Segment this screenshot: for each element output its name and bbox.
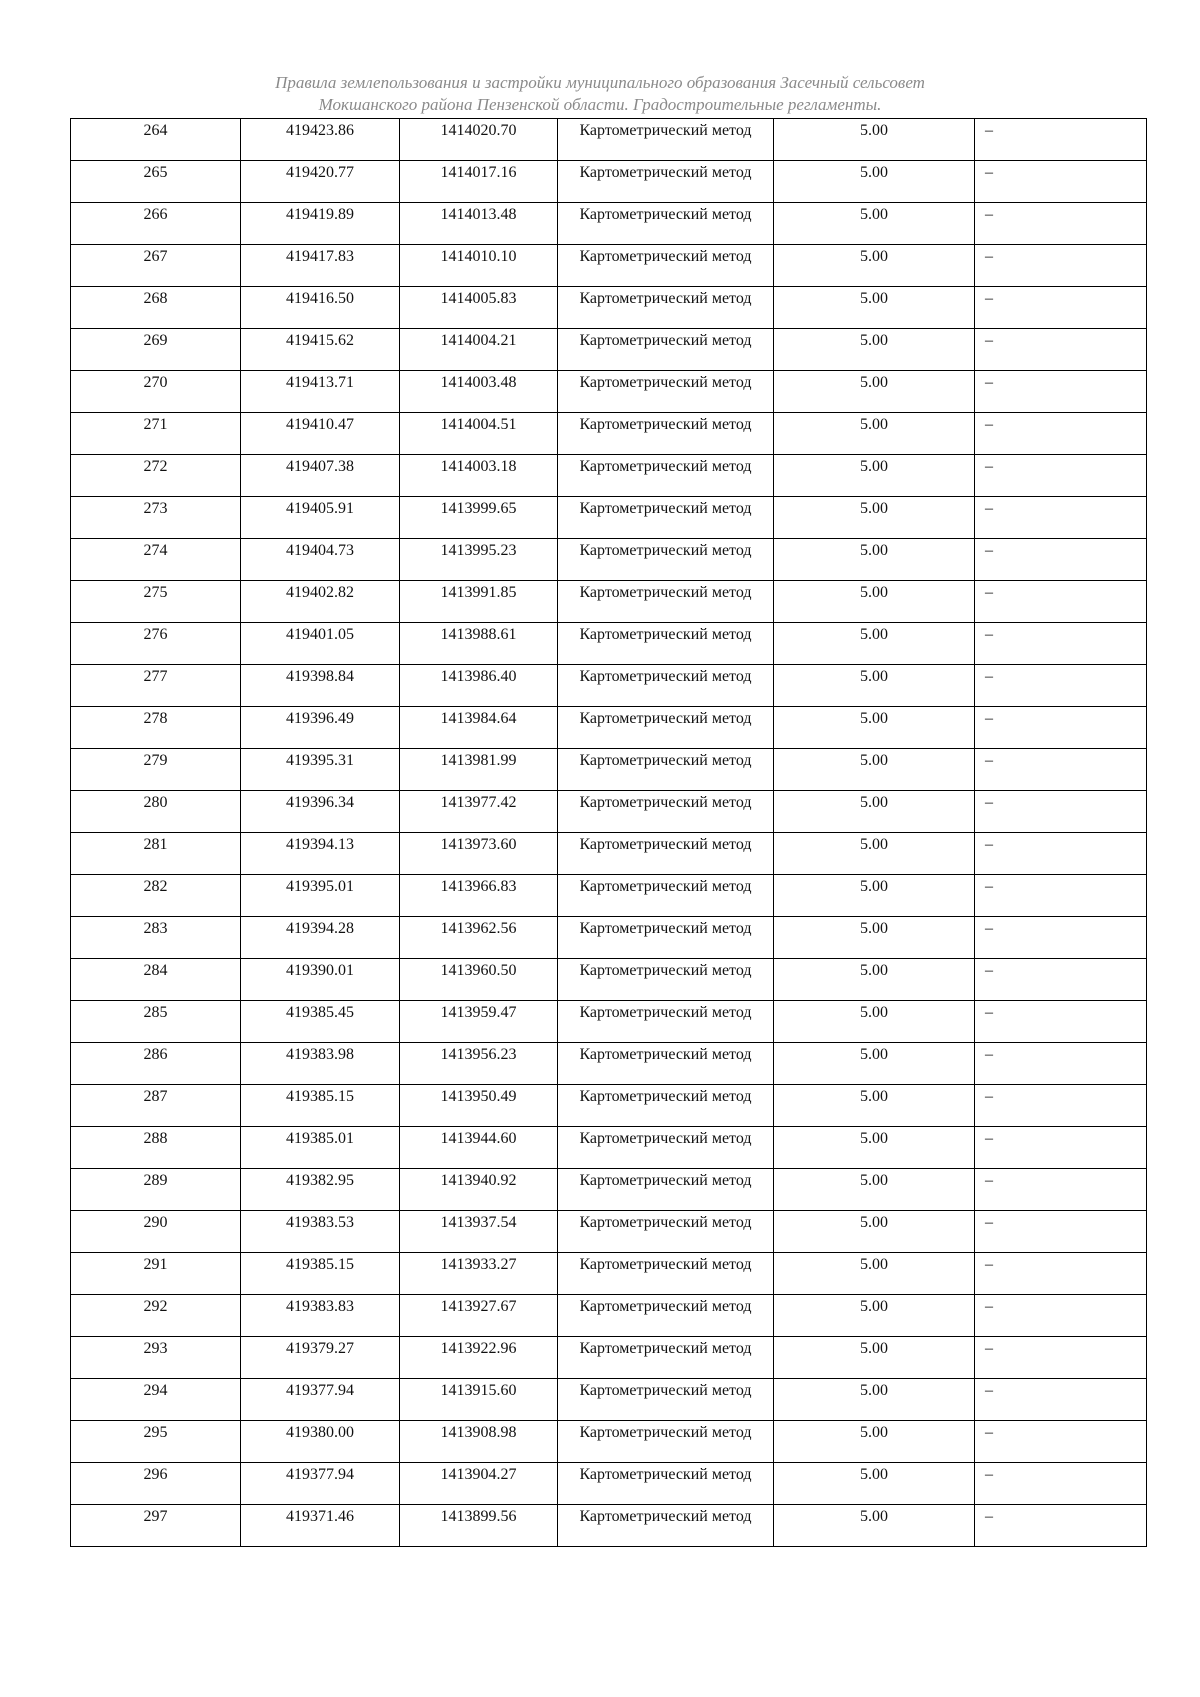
method-cell: Картометрический метод xyxy=(558,623,774,665)
method-cell: Картометрический метод xyxy=(558,1421,774,1463)
method-cell: Картометрический метод xyxy=(558,455,774,497)
accuracy-cell: 5.00 xyxy=(774,1505,975,1547)
point-number-cell: 283 xyxy=(71,917,241,959)
note-cell: – xyxy=(975,455,1147,497)
point-number-cell: 268 xyxy=(71,287,241,329)
y-coordinate-cell: 1413973.60 xyxy=(400,833,558,875)
method-cell: Картометрический метод xyxy=(558,581,774,623)
point-number-cell: 296 xyxy=(71,1463,241,1505)
x-coordinate-cell: 419377.94 xyxy=(241,1463,400,1505)
table-row xyxy=(71,245,1147,287)
table-row xyxy=(71,161,1147,203)
point-number-cell: 275 xyxy=(71,581,241,623)
table-row xyxy=(71,1001,1147,1043)
y-coordinate-cell: 1413956.23 xyxy=(400,1043,558,1085)
x-coordinate-cell: 419396.34 xyxy=(241,791,400,833)
point-number-cell: 289 xyxy=(71,1169,241,1211)
y-coordinate-cell: 1414010.10 xyxy=(400,245,558,287)
note-cell: – xyxy=(975,1379,1147,1421)
y-coordinate-cell: 1414017.16 xyxy=(400,161,558,203)
accuracy-cell: 5.00 xyxy=(774,245,975,287)
method-cell: Картометрический метод xyxy=(558,1379,774,1421)
point-number-cell: 271 xyxy=(71,413,241,455)
x-coordinate-cell: 419385.15 xyxy=(241,1253,400,1295)
x-coordinate-cell: 419404.73 xyxy=(241,539,400,581)
x-coordinate-cell: 419398.84 xyxy=(241,665,400,707)
x-coordinate-cell: 419395.31 xyxy=(241,749,400,791)
note-cell: – xyxy=(975,119,1147,161)
accuracy-cell: 5.00 xyxy=(774,455,975,497)
method-cell: Картометрический метод xyxy=(558,497,774,539)
note-cell: – xyxy=(975,665,1147,707)
method-cell: Картометрический метод xyxy=(558,1337,774,1379)
x-coordinate-cell: 419382.95 xyxy=(241,1169,400,1211)
note-cell: – xyxy=(975,749,1147,791)
accuracy-cell: 5.00 xyxy=(774,1127,975,1169)
method-cell: Картометрический метод xyxy=(558,875,774,917)
method-cell: Картометрический метод xyxy=(558,203,774,245)
method-cell: Картометрический метод xyxy=(558,1001,774,1043)
method-cell: Картометрический метод xyxy=(558,833,774,875)
method-cell: Картометрический метод xyxy=(558,371,774,413)
note-cell: – xyxy=(975,1169,1147,1211)
accuracy-cell: 5.00 xyxy=(774,665,975,707)
point-number-cell: 292 xyxy=(71,1295,241,1337)
point-number-cell: 287 xyxy=(71,1085,241,1127)
x-coordinate-cell: 419377.94 xyxy=(241,1379,400,1421)
y-coordinate-cell: 1413927.67 xyxy=(400,1295,558,1337)
method-cell: Картометрический метод xyxy=(558,791,774,833)
note-cell: – xyxy=(975,1085,1147,1127)
y-coordinate-cell: 1413940.92 xyxy=(400,1169,558,1211)
table-row xyxy=(71,1463,1147,1505)
y-coordinate-cell: 1413937.54 xyxy=(400,1211,558,1253)
accuracy-cell: 5.00 xyxy=(774,875,975,917)
table-row xyxy=(71,1211,1147,1253)
table-row xyxy=(71,1337,1147,1379)
accuracy-cell: 5.00 xyxy=(774,1337,975,1379)
method-cell: Картометрический метод xyxy=(558,1043,774,1085)
accuracy-cell: 5.00 xyxy=(774,413,975,455)
note-cell: – xyxy=(975,1337,1147,1379)
point-number-cell: 272 xyxy=(71,455,241,497)
note-cell: – xyxy=(975,1211,1147,1253)
accuracy-cell: 5.00 xyxy=(774,1379,975,1421)
y-coordinate-cell: 1413959.47 xyxy=(400,1001,558,1043)
note-cell: – xyxy=(975,791,1147,833)
note-cell: – xyxy=(975,707,1147,749)
note-cell: – xyxy=(975,1421,1147,1463)
point-number-cell: 278 xyxy=(71,707,241,749)
table-row xyxy=(71,1085,1147,1127)
accuracy-cell: 5.00 xyxy=(774,1295,975,1337)
point-number-cell: 290 xyxy=(71,1211,241,1253)
x-coordinate-cell: 419413.71 xyxy=(241,371,400,413)
point-number-cell: 277 xyxy=(71,665,241,707)
x-coordinate-cell: 419415.62 xyxy=(241,329,400,371)
note-cell: – xyxy=(975,1505,1147,1547)
table-row xyxy=(71,1295,1147,1337)
accuracy-cell: 5.00 xyxy=(774,497,975,539)
y-coordinate-cell: 1414004.51 xyxy=(400,413,558,455)
header-line-1: Правила землепользования и застройки муниципального образования Засечный сельсовет xyxy=(275,73,925,92)
point-number-cell: 285 xyxy=(71,1001,241,1043)
accuracy-cell: 5.00 xyxy=(774,1421,975,1463)
x-coordinate-cell: 419394.13 xyxy=(241,833,400,875)
x-coordinate-cell: 419383.83 xyxy=(241,1295,400,1337)
table-row xyxy=(71,203,1147,245)
x-coordinate-cell: 419383.53 xyxy=(241,1211,400,1253)
x-coordinate-cell: 419390.01 xyxy=(241,959,400,1001)
y-coordinate-cell: 1413977.42 xyxy=(400,791,558,833)
y-coordinate-cell: 1413999.65 xyxy=(400,497,558,539)
note-cell: – xyxy=(975,1463,1147,1505)
note-cell: – xyxy=(975,1253,1147,1295)
table-row xyxy=(71,455,1147,497)
method-cell: Картометрический метод xyxy=(558,413,774,455)
table-row xyxy=(71,1421,1147,1463)
accuracy-cell: 5.00 xyxy=(774,1463,975,1505)
y-coordinate-cell: 1413944.60 xyxy=(400,1127,558,1169)
note-cell: – xyxy=(975,833,1147,875)
note-cell: – xyxy=(975,245,1147,287)
y-coordinate-cell: 1413915.60 xyxy=(400,1379,558,1421)
table-row xyxy=(71,287,1147,329)
x-coordinate-cell: 419419.89 xyxy=(241,203,400,245)
note-cell: – xyxy=(975,203,1147,245)
method-cell: Картометрический метод xyxy=(558,1295,774,1337)
x-coordinate-cell: 419417.83 xyxy=(241,245,400,287)
x-coordinate-cell: 419402.82 xyxy=(241,581,400,623)
method-cell: Картометрический метод xyxy=(558,329,774,371)
point-number-cell: 286 xyxy=(71,1043,241,1085)
table-row xyxy=(71,1043,1147,1085)
accuracy-cell: 5.00 xyxy=(774,539,975,581)
table-row xyxy=(71,497,1147,539)
method-cell: Картометрический метод xyxy=(558,707,774,749)
table-row xyxy=(71,1169,1147,1211)
table-row xyxy=(71,665,1147,707)
accuracy-cell: 5.00 xyxy=(774,1211,975,1253)
note-cell: – xyxy=(975,371,1147,413)
note-cell: – xyxy=(975,623,1147,665)
y-coordinate-cell: 1413984.64 xyxy=(400,707,558,749)
x-coordinate-cell: 419383.98 xyxy=(241,1043,400,1085)
x-coordinate-cell: 419385.15 xyxy=(241,1085,400,1127)
point-number-cell: 294 xyxy=(71,1379,241,1421)
table-row xyxy=(71,1253,1147,1295)
accuracy-cell: 5.00 xyxy=(774,161,975,203)
table-row xyxy=(71,959,1147,1001)
point-number-cell: 279 xyxy=(71,749,241,791)
point-number-cell: 291 xyxy=(71,1253,241,1295)
point-number-cell: 270 xyxy=(71,371,241,413)
table-row xyxy=(71,1505,1147,1547)
page-header xyxy=(0,72,1200,116)
note-cell: – xyxy=(975,959,1147,1001)
accuracy-cell: 5.00 xyxy=(774,203,975,245)
note-cell: – xyxy=(975,1043,1147,1085)
table-row xyxy=(71,749,1147,791)
x-coordinate-cell: 419385.01 xyxy=(241,1127,400,1169)
table-row xyxy=(71,833,1147,875)
point-number-cell: 293 xyxy=(71,1337,241,1379)
method-cell: Картометрический метод xyxy=(558,1463,774,1505)
point-number-cell: 276 xyxy=(71,623,241,665)
accuracy-cell: 5.00 xyxy=(774,329,975,371)
y-coordinate-cell: 1413899.56 xyxy=(400,1505,558,1547)
method-cell: Картометрический метод xyxy=(558,119,774,161)
y-coordinate-cell: 1413922.96 xyxy=(400,1337,558,1379)
note-cell: – xyxy=(975,1295,1147,1337)
accuracy-cell: 5.00 xyxy=(774,1085,975,1127)
x-coordinate-cell: 419385.45 xyxy=(241,1001,400,1043)
y-coordinate-cell: 1413988.61 xyxy=(400,623,558,665)
x-coordinate-cell: 419379.27 xyxy=(241,1337,400,1379)
note-cell: – xyxy=(975,497,1147,539)
coordinates-table xyxy=(70,118,1147,1547)
note-cell: – xyxy=(975,161,1147,203)
method-cell: Картометрический метод xyxy=(558,749,774,791)
accuracy-cell: 5.00 xyxy=(774,287,975,329)
x-coordinate-cell: 419405.91 xyxy=(241,497,400,539)
x-coordinate-cell: 419410.47 xyxy=(241,413,400,455)
table-row xyxy=(71,791,1147,833)
y-coordinate-cell: 1413904.27 xyxy=(400,1463,558,1505)
accuracy-cell: 5.00 xyxy=(774,917,975,959)
point-number-cell: 267 xyxy=(71,245,241,287)
table-row xyxy=(71,917,1147,959)
accuracy-cell: 5.00 xyxy=(774,1001,975,1043)
point-number-cell: 264 xyxy=(71,119,241,161)
method-cell: Картометрический метод xyxy=(558,917,774,959)
point-number-cell: 273 xyxy=(71,497,241,539)
y-coordinate-cell: 1413986.40 xyxy=(400,665,558,707)
y-coordinate-cell: 1413966.83 xyxy=(400,875,558,917)
point-number-cell: 265 xyxy=(71,161,241,203)
y-coordinate-cell: 1414003.18 xyxy=(400,455,558,497)
note-cell: – xyxy=(975,413,1147,455)
note-cell: – xyxy=(975,539,1147,581)
table-row xyxy=(71,1127,1147,1169)
y-coordinate-cell: 1413995.23 xyxy=(400,539,558,581)
y-coordinate-cell: 1414005.83 xyxy=(400,287,558,329)
point-number-cell: 284 xyxy=(71,959,241,1001)
y-coordinate-cell: 1413962.56 xyxy=(400,917,558,959)
method-cell: Картометрический метод xyxy=(558,1253,774,1295)
method-cell: Картометрический метод xyxy=(558,1211,774,1253)
point-number-cell: 274 xyxy=(71,539,241,581)
table-row xyxy=(71,371,1147,413)
y-coordinate-cell: 1414020.70 xyxy=(400,119,558,161)
x-coordinate-cell: 419394.28 xyxy=(241,917,400,959)
method-cell: Картометрический метод xyxy=(558,245,774,287)
point-number-cell: 280 xyxy=(71,791,241,833)
y-coordinate-cell: 1414013.48 xyxy=(400,203,558,245)
table-row xyxy=(71,581,1147,623)
method-cell: Картометрический метод xyxy=(558,959,774,1001)
method-cell: Картометрический метод xyxy=(558,1085,774,1127)
accuracy-cell: 5.00 xyxy=(774,791,975,833)
point-number-cell: 282 xyxy=(71,875,241,917)
note-cell: – xyxy=(975,287,1147,329)
method-cell: Картометрический метод xyxy=(558,161,774,203)
x-coordinate-cell: 419401.05 xyxy=(241,623,400,665)
y-coordinate-cell: 1413991.85 xyxy=(400,581,558,623)
accuracy-cell: 5.00 xyxy=(774,581,975,623)
point-number-cell: 297 xyxy=(71,1505,241,1547)
point-number-cell: 295 xyxy=(71,1421,241,1463)
x-coordinate-cell: 419396.49 xyxy=(241,707,400,749)
table-row xyxy=(71,875,1147,917)
accuracy-cell: 5.00 xyxy=(774,833,975,875)
table-row xyxy=(71,413,1147,455)
point-number-cell: 281 xyxy=(71,833,241,875)
x-coordinate-cell: 419371.46 xyxy=(241,1505,400,1547)
y-coordinate-cell: 1413950.49 xyxy=(400,1085,558,1127)
accuracy-cell: 5.00 xyxy=(774,371,975,413)
accuracy-cell: 5.00 xyxy=(774,1169,975,1211)
accuracy-cell: 5.00 xyxy=(774,707,975,749)
table-row xyxy=(71,329,1147,371)
method-cell: Картометрический метод xyxy=(558,287,774,329)
x-coordinate-cell: 419395.01 xyxy=(241,875,400,917)
note-cell: – xyxy=(975,875,1147,917)
table-row xyxy=(71,119,1147,161)
point-number-cell: 288 xyxy=(71,1127,241,1169)
header-line-2: Мокшанского района Пензенской области. Градостроительные регламенты. xyxy=(318,95,882,114)
method-cell: Картометрический метод xyxy=(558,1127,774,1169)
y-coordinate-cell: 1413960.50 xyxy=(400,959,558,1001)
y-coordinate-cell: 1413933.27 xyxy=(400,1253,558,1295)
method-cell: Картометрический метод xyxy=(558,1169,774,1211)
accuracy-cell: 5.00 xyxy=(774,749,975,791)
accuracy-cell: 5.00 xyxy=(774,1253,975,1295)
y-coordinate-cell: 1413908.98 xyxy=(400,1421,558,1463)
table-row xyxy=(71,539,1147,581)
note-cell: – xyxy=(975,581,1147,623)
point-number-cell: 269 xyxy=(71,329,241,371)
point-number-cell: 266 xyxy=(71,203,241,245)
method-cell: Картометрический метод xyxy=(558,1505,774,1547)
x-coordinate-cell: 419416.50 xyxy=(241,287,400,329)
x-coordinate-cell: 419380.00 xyxy=(241,1421,400,1463)
x-coordinate-cell: 419423.86 xyxy=(241,119,400,161)
note-cell: – xyxy=(975,917,1147,959)
accuracy-cell: 5.00 xyxy=(774,623,975,665)
method-cell: Картометрический метод xyxy=(558,539,774,581)
method-cell: Картометрический метод xyxy=(558,665,774,707)
y-coordinate-cell: 1414004.21 xyxy=(400,329,558,371)
y-coordinate-cell: 1414003.48 xyxy=(400,371,558,413)
x-coordinate-cell: 419407.38 xyxy=(241,455,400,497)
y-coordinate-cell: 1413981.99 xyxy=(400,749,558,791)
accuracy-cell: 5.00 xyxy=(774,1043,975,1085)
table-row xyxy=(71,623,1147,665)
table-row xyxy=(71,1379,1147,1421)
accuracy-cell: 5.00 xyxy=(774,119,975,161)
coordinates-table-body xyxy=(71,119,1147,1547)
note-cell: – xyxy=(975,329,1147,371)
note-cell: – xyxy=(975,1127,1147,1169)
x-coordinate-cell: 419420.77 xyxy=(241,161,400,203)
table-row xyxy=(71,707,1147,749)
note-cell: – xyxy=(975,1001,1147,1043)
accuracy-cell: 5.00 xyxy=(774,959,975,1001)
